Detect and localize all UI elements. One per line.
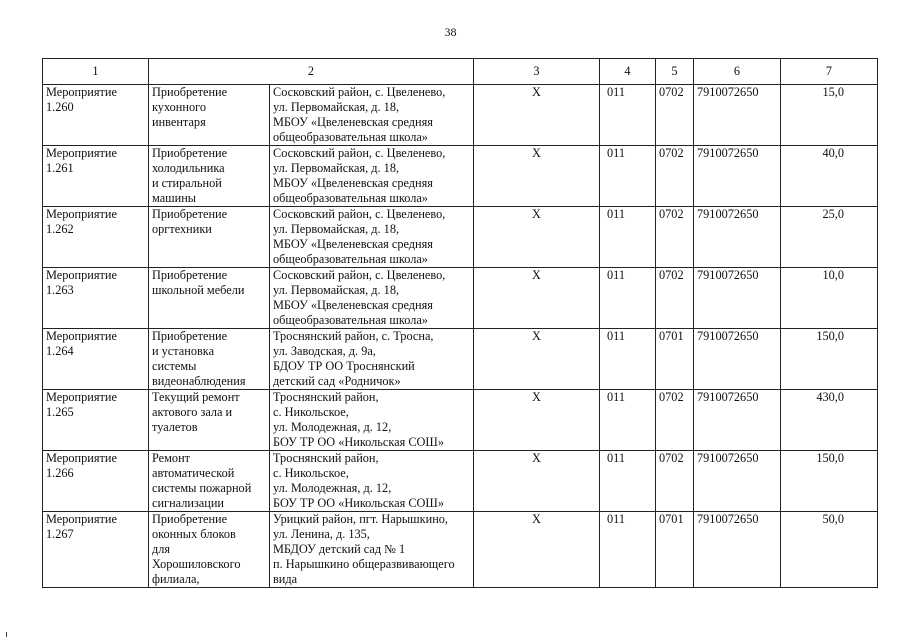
scan-mark [6,632,7,637]
header-col-4: 4 [600,59,656,85]
header-col-1: 1 [43,59,149,85]
event-cell: Мероприятие 1.263 [43,268,149,329]
table-row [43,85,878,146]
amount-cell: 15,0 [781,85,878,146]
location-cell: Троснянский район, с. Никольское, ул. Молодежная, д. 12, БОУ ТР ОО «Никольская СОШ» [270,390,474,451]
location-cell: Троснянский район, с. Никольское, ул. Молодежная, д. 12, БОУ ТР ОО «Никольская СОШ» [270,451,474,512]
col3-cell: X [474,207,600,268]
table-row [43,329,878,390]
col5-cell: 0702 [656,207,694,268]
col6-cell: 7910072650 [694,207,781,268]
header-col-3: 3 [474,59,600,85]
header-col-7: 7 [781,59,878,85]
col3-cell: X [474,146,600,207]
header-col-6: 6 [694,59,781,85]
col5-cell: 0701 [656,329,694,390]
col4-cell: 011 [600,207,656,268]
name-cell: Приобретение холодильника и стиральной машины [149,146,270,207]
col6-cell: 7910072650 [694,85,781,146]
col4-cell: 011 [600,512,656,588]
col6-cell: 7910072650 [694,512,781,588]
name-cell: Приобретение кухонного инвентаря [149,85,270,146]
location-cell: Сосковский район, с. Цвеленево, ул. Первомайская, д. 18, МБОУ «Цвеленевская средняя общеобразовательная школа» [270,268,474,329]
name-cell: Ремонт автоматической системы пожарной сигнализации [149,451,270,512]
name-cell: Приобретение оргтехники [149,207,270,268]
event-cell: Мероприятие 1.264 [43,329,149,390]
page-number: 38 [444,25,457,39]
event-cell: Мероприятие 1.260 [43,85,149,146]
amount-cell: 10,0 [781,268,878,329]
col5-cell: 0702 [656,85,694,146]
event-cell: Мероприятие 1.262 [43,207,149,268]
col4-cell: 011 [600,268,656,329]
table-row [43,390,878,451]
event-cell: Мероприятие 1.266 [43,451,149,512]
name-cell: Текущий ремонт актового зала и туалетов [149,390,270,451]
col3-cell: X [474,329,600,390]
amount-cell: 430,0 [781,390,878,451]
table-row [43,146,878,207]
location-cell: Троснянский район, с. Тросна, ул. Заводская, д. 9а, БДОУ ТР ОО Троснянский детский сад «Родничок» [270,329,474,390]
col5-cell: 0702 [656,268,694,329]
name-cell: Приобретение школьной мебели [149,268,270,329]
col4-cell: 011 [600,146,656,207]
table-row [43,512,878,588]
col5-cell: 0702 [656,451,694,512]
col5-cell: 0702 [656,390,694,451]
col5-cell: 0701 [656,512,694,588]
col3-cell: X [474,390,600,451]
header-row [43,59,878,85]
table-row [43,268,878,329]
event-cell: Мероприятие 1.267 [43,512,149,588]
header-col-5: 5 [656,59,694,85]
col3-cell: X [474,268,600,329]
location-cell: Сосковский район, с. Цвеленево, ул. Первомайская, д. 18, МБОУ «Цвеленевская средняя общеобразовательная школа» [270,207,474,268]
event-cell: Мероприятие 1.261 [43,146,149,207]
col4-cell: 011 [600,85,656,146]
col6-cell: 7910072650 [694,329,781,390]
amount-cell: 25,0 [781,207,878,268]
location-cell: Сосковский район, с. Цвеленево, ул. Первомайская, д. 18, МБОУ «Цвеленевская средняя общеобразовательная школа» [270,85,474,146]
table-row [43,207,878,268]
col4-cell: 011 [600,390,656,451]
location-cell: Урицкий район, пгт. Нарышкино, ул. Ленина, д. 135, МБДОУ детский сад № 1 п. Нарышкино общеразвивающего вида [270,512,474,588]
table-row [43,451,878,512]
amount-cell: 150,0 [781,451,878,512]
amount-cell: 150,0 [781,329,878,390]
col3-cell: X [474,512,600,588]
amount-cell: 50,0 [781,512,878,588]
col4-cell: 011 [600,451,656,512]
name-cell: Приобретение оконных блоков для Хорошиловского филиала, [149,512,270,588]
col6-cell: 7910072650 [694,268,781,329]
event-cell: Мероприятие 1.265 [43,390,149,451]
location-cell: Сосковский район, с. Цвеленево, ул. Первомайская, д. 18, МБОУ «Цвеленевская средняя общеобразовательная школа» [270,146,474,207]
col4-cell: 011 [600,329,656,390]
amount-cell: 40,0 [781,146,878,207]
col6-cell: 7910072650 [694,146,781,207]
budget-table [42,58,878,588]
name-cell: Приобретение и установка системы видеонаблюдения [149,329,270,390]
col6-cell: 7910072650 [694,390,781,451]
col3-cell: X [474,85,600,146]
col3-cell: X [474,451,600,512]
header-col-2: 2 [149,59,474,85]
col6-cell: 7910072650 [694,451,781,512]
col5-cell: 0702 [656,146,694,207]
